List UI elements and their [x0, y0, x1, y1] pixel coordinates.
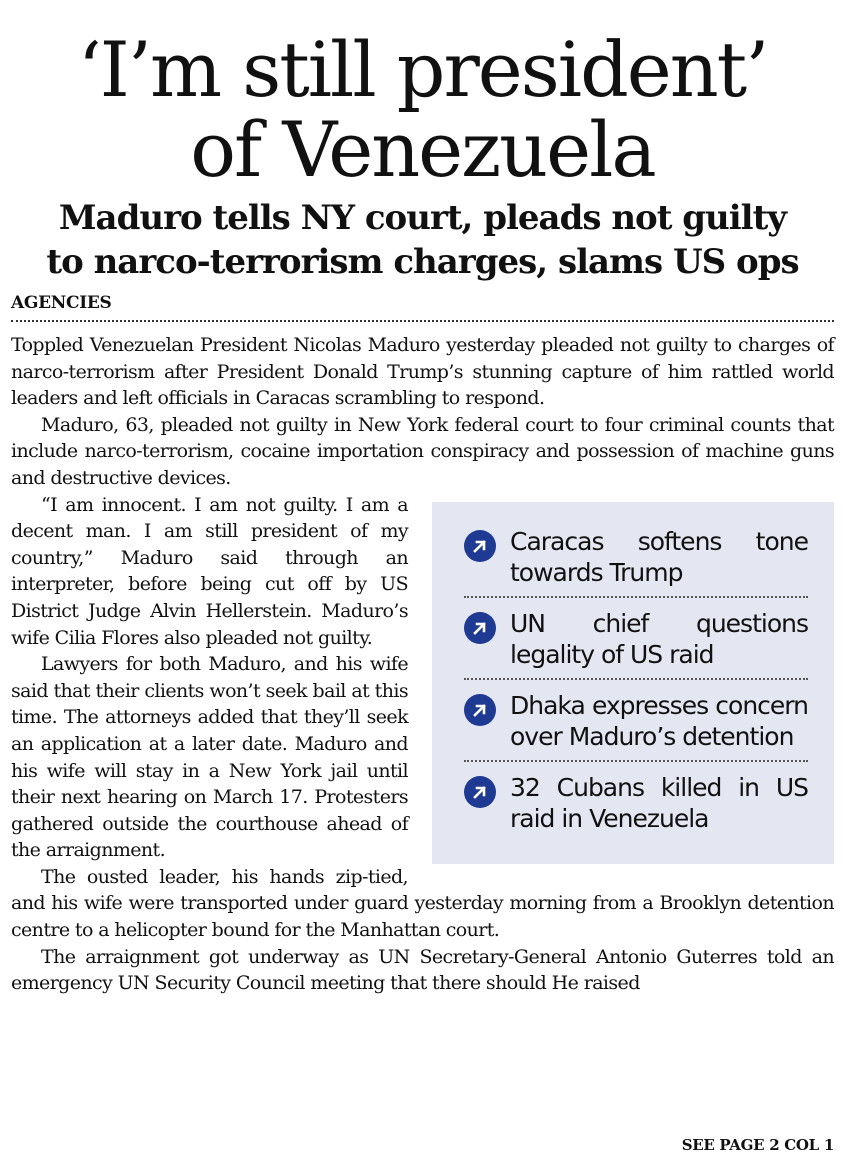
article-paragraph-4: Lawyers for both Maduro, and his wife said that their clients won’t seek bail at this time. The attorneys added that they’ll seek an application at a later date. Maduro and his wife will stay in a New York jail until their next hearing on March 17. Protesters gathered outside the courthouse ahead of the arraignment. — [11, 653, 408, 862]
article-paragraph-2: Maduro, 63, pleaded not guilty in New York federal court to four criminal counts that include narco-terrorism, cocaine importation conspiracy and possession of machine guns and destructive devices. — [11, 413, 834, 489]
headline-line-2: of Venezuela — [190, 105, 655, 194]
related-story-item[interactable] — [464, 762, 808, 842]
arrow-up-right-icon — [464, 776, 496, 808]
article-paragraph-6: The arraignment got underway as UN Secretary-General Antonio Guterres told an emergency UN Security Council meeting that there should He raised — [11, 945, 834, 995]
related-story-item[interactable] — [464, 522, 808, 598]
related-story-item[interactable] — [464, 680, 808, 762]
article-paragraph-3: “I am innocent. I am not guilty. I am a decent man. I am still president of my country,” Maduro said through an interpreter, before being cut off by US District Judge Alvin Hellerstein. Maduro’s wife Cilia Flores also pleaded not guilty. — [11, 493, 408, 649]
byline: AGENCIES — [11, 293, 112, 313]
related-story-title: 32 Cubans killed in US raid in Venezuela — [510, 772, 808, 833]
headline-line-1: ‘I’m still president’ — [77, 25, 768, 114]
dotted-divider — [11, 320, 834, 322]
related-story-title: Caracas softens tone towards Trump — [510, 526, 808, 587]
arrow-up-right-icon — [464, 612, 496, 644]
article-paragraph-1: Toppled Venezuelan President Nicolas Maduro yesterday pleaded not guilty to charges of narco-terrorism after President Donald Trump’s stunning capture of him rattled world leaders and left officials in Caracas scrambling to respond. — [11, 334, 834, 410]
related-stories-box — [432, 502, 834, 864]
related-story-item[interactable] — [464, 598, 808, 680]
article-paragraph-5: The ousted leader, his hands zip-tied, and his wife were transported under guard yesterday morning from a Brooklyn detention centre to a helicopter bound for the Manhattan court. — [11, 865, 834, 942]
subheadline — [11, 196, 834, 284]
arrow-up-right-icon — [464, 694, 496, 726]
continuation-link[interactable]: SEE PAGE 2 COL 1 — [681, 1136, 834, 1154]
subheadline-line-2: to narco-terrorism charges, slams US ops — [46, 242, 799, 282]
subheadline-line-1: Maduro tells NY court, pleads not guilty — [58, 198, 787, 238]
related-story-title: UN chief questions legality of US raid — [510, 608, 808, 669]
related-story-title: Dhaka expresses concern over Maduro’s detention — [510, 690, 808, 751]
arrow-up-right-icon — [464, 530, 496, 562]
headline — [11, 0, 834, 194]
article-body — [11, 332, 834, 997]
news-article — [11, 0, 834, 1168]
